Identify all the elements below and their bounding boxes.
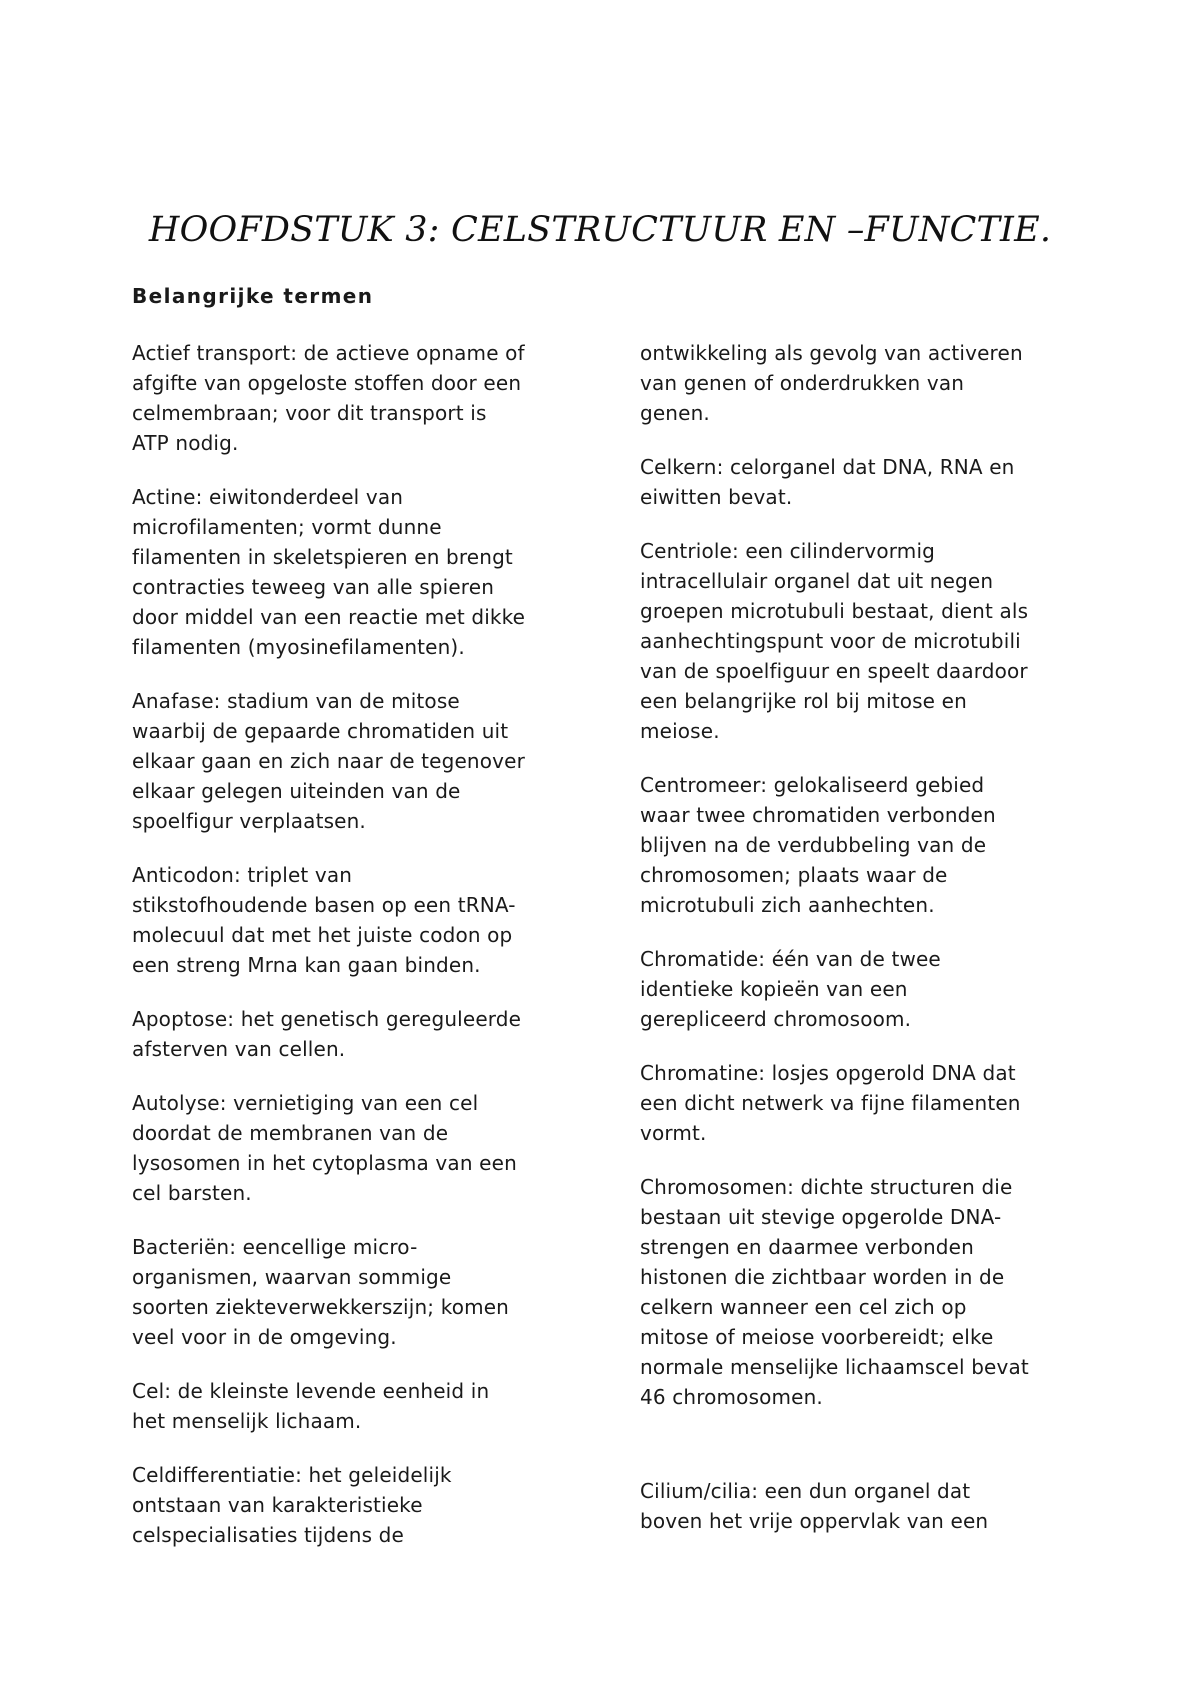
glossary-entry-bacterien: Bacteriën: eencellige micro- organismen, waarvan sommige soorten ziekteverwekkerszijn; komen veel voor in de omgeving. <box>132 1235 510 1349</box>
glossary-entry-apoptose: Apoptose: het genetisch gereguleerde afsterven van cellen. <box>132 1007 522 1061</box>
glossary-entry-anticodon: Anticodon: triplet van stikstofhoudende basen op een tRNA- molecuul dat met het juiste codon op een streng Mrna kan gaan binden. <box>132 863 516 977</box>
glossary-entry-centriole: Centriole: een cilindervormig intracellulair organel dat uit negen groepen microtubuli bestaat, dient als aanhechtingspunt voor de microtubili van de spoelfiguur en speelt daardoor een belangrijke rol bij mitose en meiose. <box>640 539 1029 743</box>
glossary-entry-cilium: Cilium/cilia: een dun organel dat boven het vrije oppervlak van een <box>640 1479 989 1533</box>
glossary-entry-actief-transport: Actief transport: de actieve opname of afgifte van opgeloste stoffen door een celmembraan; voor dit transport is ATP nodig. <box>132 341 525 455</box>
glossary-entry-celdifferentiatie-continued: ontwikkeling als gevolg van activeren van genen of onderdrukken van genen. <box>640 341 1023 425</box>
right-column <box>640 338 1090 1560</box>
glossary-entry-autolyse: Autolyse: vernietiging van een cel doordat de membranen van de lysosomen in het cytoplasma van een cel barsten. <box>132 1091 517 1205</box>
glossary-entry-celkern: Celkern: celorganel dat DNA, RNA en eiwitten bevat. <box>640 455 1015 509</box>
page-title: HOOFDSTUK 3: CELSTRUCTUUR EN –FUNCTIE. <box>148 210 1052 250</box>
glossary-entry-actine: Actine: eiwitonderdeel van microfilamenten; vormt dunne filamenten in skeletspieren en brengt contracties teweeg van alle spieren door middel van een reactie met dikke filamenten (myosinefilamenten). <box>132 485 526 659</box>
glossary-entry-chromatide: Chromatide: één van de twee identieke kopieën van een gerepliceerd chromosoom. <box>640 947 941 1031</box>
section-heading: Belangrijke termen <box>132 284 374 308</box>
glossary-entry-chromosomen: Chromosomen: dichte structuren die bestaan uit stevige opgerolde DNA- strengen en daarmee verbonden histonen die zichtbaar worden in de celkern wanneer een cel zich op mitose of meiose voorbereidt; elke normale menselijke lichaamscel bevat 46 chromosomen. <box>640 1175 1029 1409</box>
glossary-entry-anafase: Anafase: stadium van de mitose waarbij de gepaarde chromatiden uit elkaar gaan en zich naar de tegenover elkaar gelegen uiteinden van de spoelfigur verplaatsen. <box>132 689 525 833</box>
glossary-entry-centromeer: Centromeer: gelokaliseerd gebied waar twee chromatiden verbonden blijven na de verdubbeling van de chromosomen; plaats waar de microtubuli zich aanhechten. <box>640 773 996 917</box>
glossary-entry-celdifferentiatie: Celdifferentiatie: het geleidelijk ontstaan van karakteristieke celspecialisaties tijdens de <box>132 1463 452 1547</box>
glossary-entry-chromatine: Chromatine: losjes opgerold DNA dat een dicht netwerk va fijne filamenten vormt. <box>640 1061 1021 1145</box>
left-column <box>132 338 582 1574</box>
glossary-entry-cel: Cel: de kleinste levende eenheid in het menselijk lichaam. <box>132 1379 490 1433</box>
